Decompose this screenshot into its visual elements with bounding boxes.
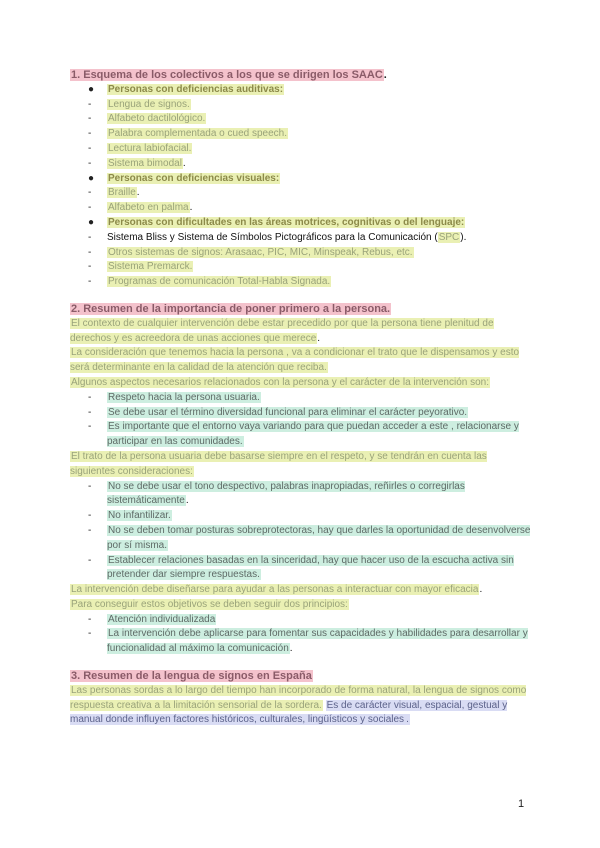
list-item-text: Sistema bimodal [108, 157, 182, 169]
section-3-title-text: 3. Resumen de la lengua de signos en España [71, 670, 312, 683]
list-item [70, 172, 532, 187]
list-item [70, 186, 532, 201]
paragraph-blue-text: Es de carácter visual, espacial, gestual y manual donde influyen factores históricos, culturales, lingüísticos y sociales [70, 699, 508, 726]
dash-icon: - [88, 391, 92, 403]
section-2-list-1 [70, 391, 532, 450]
section-spacer [70, 657, 532, 669]
bullet-dot-icon: ● [88, 172, 95, 184]
section-2-list-2 [70, 480, 532, 584]
paragraph-text: El trato de la persona usuaria debe basarse siempre en el respeto, y se tendrán en cuenta las siguientes consideraciones: [70, 450, 487, 477]
visuales-heading: Personas con deficiencias visuales: [108, 172, 280, 184]
paragraph [70, 376, 532, 391]
list-item-text: La intervención debe aplicarse para fomentar sus capacidades y habilidades para desarrollar y funcionalidad al máximo la comunicación [107, 628, 528, 655]
list-item-text: Palabra complementada o cued speech. [108, 128, 288, 140]
list-item-text: Programas de comunicación Total-Habla Signada. [108, 276, 331, 288]
list-item [70, 231, 532, 246]
list-item [70, 216, 532, 231]
paragraph [70, 317, 532, 347]
dash-icon: - [88, 261, 92, 273]
list-item [70, 524, 532, 554]
list-item [70, 554, 532, 584]
list-item-end: . [189, 202, 193, 214]
list-item [70, 480, 532, 510]
dash-icon: - [88, 157, 92, 169]
list-item-end: . [136, 187, 140, 199]
list-item-text: Lectura labiofacial. [108, 142, 192, 154]
dash-icon: - [88, 98, 92, 110]
list-item [70, 83, 532, 98]
spc-text: SPC [438, 231, 460, 243]
list-item-text: Respeto hacia la persona usuaria. [108, 391, 260, 403]
motrices-heading: Personas con dificultades en las áreas motrices, cognitivas o del lenguaje: [108, 216, 465, 228]
list-item [70, 260, 532, 275]
list-item-text: Braille [108, 187, 136, 199]
list-item-text: Sistema Premarck. [108, 261, 193, 273]
list-item-text: Es importante que el entorno vaya variando para que puedan acceder a este , relacionarse y participar en las comunidades. [107, 421, 519, 448]
bullet-dot-icon: ● [88, 216, 95, 228]
document-body [70, 68, 532, 728]
paragraph: Las personas sordas a lo largo del tiempo han incorporado de forma natural, la lengua de signos como respuesta creativa a la limitación sensorial de la sordera. Es de carácter visual, espacial, gestual y manual donde influyen factores históricos, culturales, lingüísticos y sociales . [70, 684, 527, 726]
list-item-text: No se deben tomar posturas sobreprotectoras, hay que darles la oportunidad de desenvolverse por sí misma. [107, 524, 531, 551]
paragraph-end: . [317, 332, 321, 344]
list-item-end: ). [460, 231, 467, 243]
list-item [70, 509, 532, 524]
section-spacer [70, 290, 532, 302]
section-1-title [70, 68, 532, 83]
list-item-text: Sistema Bliss y Sistema de Símbolos Pictográficos para la Comunicación ( [107, 231, 438, 243]
section-2-list-3 [70, 613, 532, 657]
paragraph [70, 583, 532, 598]
list-item [70, 142, 532, 157]
list-item [70, 420, 532, 450]
dash-icon: - [88, 510, 92, 522]
list-item-text: Lengua de signos. [108, 98, 190, 110]
dash-icon: - [88, 276, 92, 288]
dash-icon: - [88, 628, 92, 640]
paragraph [70, 346, 532, 376]
page-number: 1 [518, 798, 525, 810]
paragraph-text: La intervención debe diseñarse para ayudar a las personas a interactuar con mayor eficacia [71, 584, 479, 596]
paragraph [70, 450, 532, 480]
section-1-title-text: 1. Esquema de los colectivos a los que se dirigen los SAAC [71, 69, 383, 81]
dash-icon: - [88, 231, 92, 243]
list-item-text: No infantilizar. [108, 510, 171, 522]
dash-icon: - [88, 113, 92, 125]
paragraph-text: Algunos aspectos necesarios relacionados con la persona y el carácter de la intervención son: [71, 376, 490, 388]
list-item [70, 246, 532, 261]
dash-icon: - [88, 142, 92, 154]
dash-icon: - [88, 524, 92, 536]
list-item [70, 127, 532, 142]
list-item-text: Establecer relaciones basadas en la sinceridad, hay que hacer uso de la escucha activa sin pretender dar siempre respuestas. [107, 554, 514, 581]
section-2-title-text: 2. Resumen de la importancia de poner primero a la persona. [71, 302, 391, 315]
dash-icon: - [88, 187, 92, 199]
list-item [70, 627, 532, 657]
list-item-text: No se debe usar el tono despectivo, palabras inapropiadas, reñirles o corregirlas sistemáticamente [107, 480, 465, 507]
dash-icon: - [88, 613, 92, 625]
list-item [70, 112, 532, 127]
list-item-end: . [289, 643, 293, 655]
dash-icon: - [88, 554, 92, 566]
list-item [70, 98, 532, 113]
list-item [70, 391, 532, 406]
list-item [70, 201, 532, 216]
dash-icon: - [88, 480, 92, 492]
paragraph-end: . [479, 584, 483, 596]
list-item-text: Otros sistemas de signos: Arasaac, PIC, MIC, Minspeak, Rebus, etc. [108, 246, 413, 258]
list-item-end: . [185, 495, 189, 507]
dash-icon: - [88, 421, 92, 433]
section-3-title [70, 669, 532, 684]
list-item [70, 613, 532, 628]
list-item [70, 157, 532, 172]
paragraph-text: Las personas sordas a lo largo del tiempo han incorporado de forma natural, la lengua de signos como respuesta creativa a la limitación sensorial de la sordera. [70, 684, 527, 711]
list-item-text: Alfabeto dactilológico. [108, 113, 206, 125]
dash-icon: - [88, 406, 92, 418]
auditivas-heading: Personas con deficiencias auditivas: [108, 83, 284, 95]
dash-icon: - [88, 202, 92, 214]
paragraph [70, 598, 532, 613]
section-1-list [70, 83, 532, 290]
list-item-end: . [182, 157, 186, 169]
list-item [70, 406, 532, 421]
section-2-title [70, 302, 532, 317]
bullet-dot-icon: ● [88, 83, 95, 95]
paragraph-text: El contexto de cualquier intervención debe estar precedido por que la persona tiene plenitud de derechos y es acreedora de unas acciones que merece [70, 317, 494, 344]
paragraph-text: Para conseguir estos objetivos se deben seguir dos principios: [71, 598, 348, 610]
list-item-text: Atención individualizada [108, 613, 216, 625]
list-item-text: Alfabeto en palma [108, 202, 189, 214]
paragraph-text: La consideración que tenemos hacia la persona , va a condicionar el trato que le dispensamos y esto será determinante en la calidad de la atención que reciba. [70, 347, 520, 374]
list-item-text: Se debe usar el término diversidad funcional para eliminar el carácter peyorativo. [108, 406, 468, 418]
dash-icon: - [88, 246, 92, 258]
dash-icon: - [88, 128, 92, 140]
list-item [70, 275, 532, 290]
section-1-title-end: . [383, 69, 387, 81]
